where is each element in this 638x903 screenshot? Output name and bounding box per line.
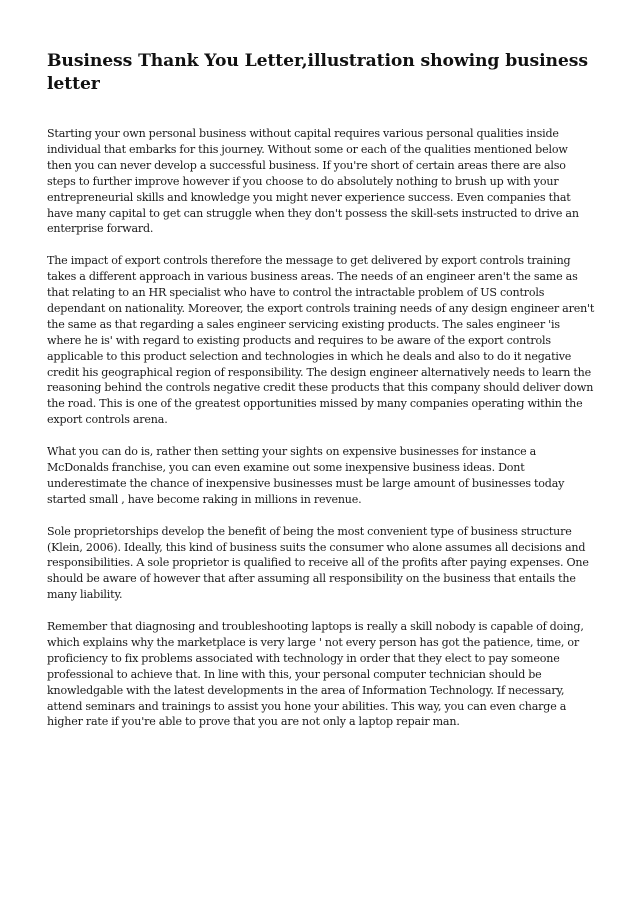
paragraph-3: What you can do is, rather then setting your sights on expensive businesses for instance a McDonalds franchise, you can even examine out some inexpensive business ideas. Dont underestimate the chance of inexpensive businesses must be large amount of businesses today started small , have become raking in millions in revenue. <box>47 445 565 506</box>
paragraph-4: Sole proprietorships develop the benefit of being the most convenient type of business structure (Klein, 2006). Ideally, this kind of business suits the consumer who alone assumes all decisions and responsibilities. A sole proprietor is qualified to receive all of the profits after paying expenses. One should be aware of however that after assuming all responsibility on the business that entails the many liability. <box>47 524 589 602</box>
paragraph-5: Remember that diagnosing and troubleshooting laptops is really a skill nobody is capable of doing, which explains why the marketplace is very large ' not every person has got the patience, time, or proficiency to fix problems associated with technology in order that they elect to pay someone professional to achieve that. In line with this, your personal computer technician should be knowledgable with the latest developments in the area of Information Technology. If necessary, attend seminars and trainings to assist you hone your abilities. This way, you can even charge a higher rate if you're able to prove that you are not only a laptop repair man. <box>47 620 584 729</box>
paragraph-1: Starting your own personal business without capital requires various personal qualities inside individual that embarks for this journey. Without some or each of the qualities mentioned below then you can never develop a successful business. If you're short of certain areas there are also steps to further improve however if you choose to do absolutely nothing to brush up with your entrepreneurial skills and knowledge you might never experience success. Even companies that have many capital to get can struggle when they don't possess the skill-sets instructed to drive an enterprise forward. <box>47 127 579 236</box>
document-title: Business Thank You Letter,illustration showing business letter <box>47 51 588 94</box>
document-page <box>47 50 595 746</box>
paragraph-2: The impact of export controls therefore the message to get delivered by export controls training takes a different approach in various business areas. The needs of an engineer aren't the same as that relating to an HR specialist who have to control the intractable problem of US controls dependant on nationality. Moreover, the export controls training needs of any design engineer aren't the same as that regarding a sales engineer servicing existing products. The sales engineer 'is where he is' with regard to existing products and requires to be aware of the export controls applicable to this product selection and technologies in which he deals and also to do it negative credit his geographical region of responsibility. The design engineer alternatively needs to learn the reasoning behind the controls negative credit these products that this company should deliver down the road. This is one of the greatest opportunities missed by many companies operating within the export controls arena. <box>47 254 595 427</box>
